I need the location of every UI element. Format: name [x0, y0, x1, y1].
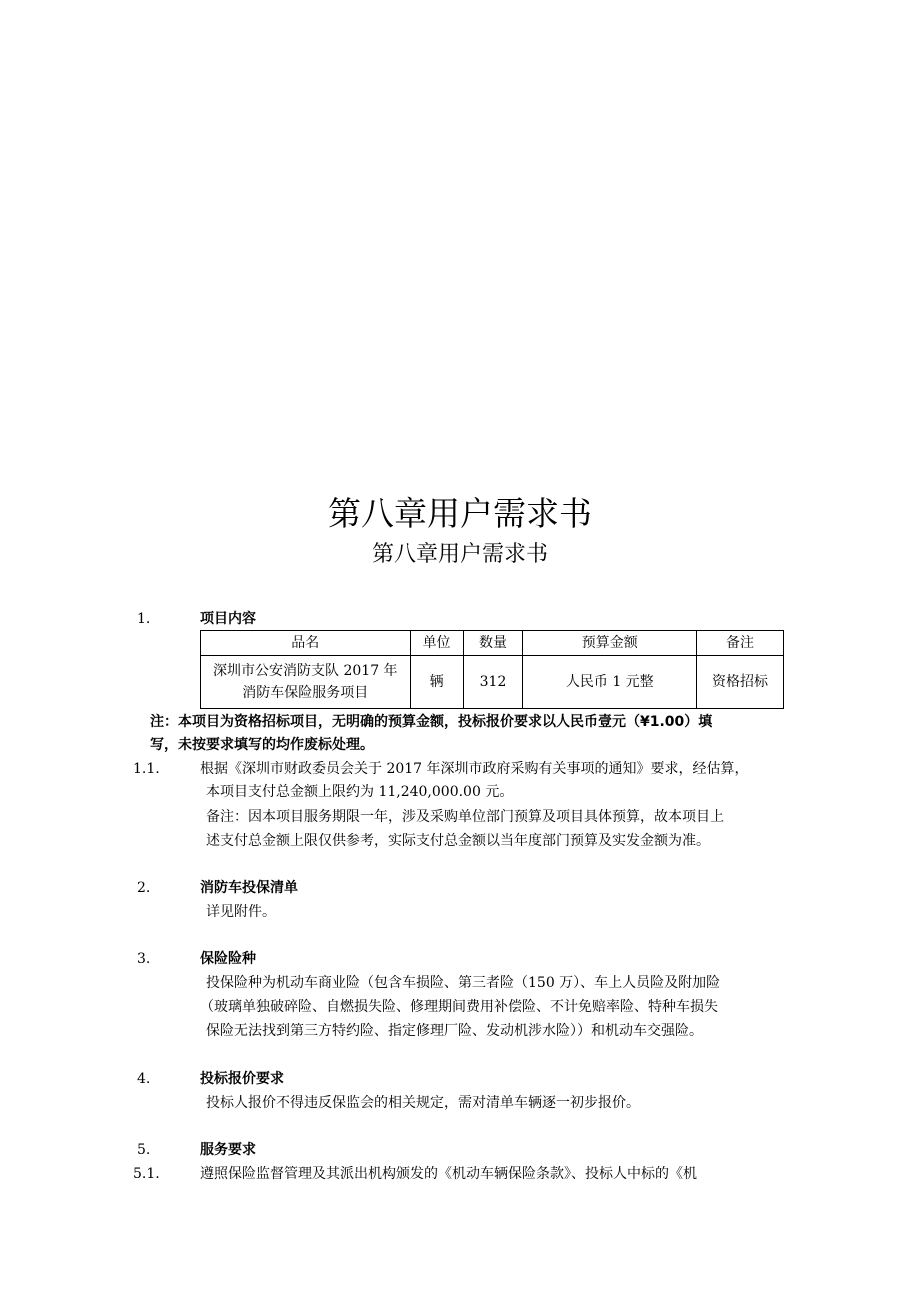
- section-5-1-number: 5.1.: [133, 1166, 160, 1182]
- section-5-heading: 服务要求: [200, 1142, 256, 1158]
- section-3-line3: 保险无法找到第三方特约险、指定修理厂险、发动机涉水险））和机动车交强险。: [206, 1023, 703, 1039]
- table-header-cell: 备注: [697, 631, 784, 656]
- table-cell-remark: 资格招标: [697, 656, 784, 709]
- section-1-1-number: 1.1.: [133, 761, 160, 777]
- page-title: 第八章用户需求书: [328, 494, 592, 533]
- section-4-line1: 投标人报价不得违反保监会的相关规定，需对清单车辆逐一初步报价。: [206, 1095, 640, 1111]
- section-5-1-line1: 遵照保险监督管理及其派出机构颁发的《机动车辆保险条款》、投标人中标的《机: [200, 1166, 697, 1182]
- table-header-cell: 品名: [201, 631, 411, 656]
- section-1-1-line1: 根据《深圳市财政委员会关于 2017 年深圳市政府采购有关事项的通知》要求，经估算，: [200, 761, 749, 777]
- item-name-line2: 消防车保险服务项目: [242, 685, 369, 701]
- section-1-heading: 项目内容: [200, 611, 256, 627]
- item-name-line1: 深圳市公安消防支队 2017 年: [213, 663, 398, 679]
- table-cell-name: [201, 656, 411, 709]
- section-2-heading: 消防车投保清单: [200, 880, 298, 896]
- section-4-heading: 投标报价要求: [200, 1071, 284, 1087]
- section-3-line1: 投保险种为机动车商业险（包含车损险、第三者险（150 万）、车上人员险及附加险: [206, 975, 721, 991]
- section-5-number: 5.: [137, 1142, 151, 1158]
- table-header-cell: 单位: [410, 631, 463, 656]
- section-4-number: 4.: [137, 1071, 151, 1087]
- table-cell-budget: 人民币 1 元整: [523, 656, 697, 709]
- table-header-cell: 数量: [463, 631, 523, 656]
- section-2-line1: 详见附件。: [206, 904, 276, 920]
- table-note-line2: 写，未按要求填写的均作废标处理。: [150, 737, 374, 753]
- table-cell-unit: 辆: [410, 656, 463, 709]
- section-1-1-line2: 本项目支付总金额上限约为 11,240,000.00 元。: [206, 784, 514, 800]
- table-note-line1: 注：本项目为资格招标项目，无明确的预算金额，投标报价要求以人民币壹元（¥1.00）填: [150, 714, 713, 730]
- section-1-1-line3: 备注：因本项目服务期限一年，涉及采购单位部门预算及项目具体预算，故本项目上: [206, 809, 724, 825]
- section-1-1-line4: 述支付总金额上限仅供参考，实际支付总金额以当年度部门预算及实发金额为准。: [206, 833, 710, 849]
- section-3-number: 3.: [137, 951, 151, 967]
- section-3-line2: （玻璃单独破碎险、自燃损失险、修理期间费用补偿险、不计免赔率险、特种车损失: [200, 999, 718, 1015]
- section-3-heading: 保险险种: [200, 951, 256, 967]
- table-cell-quantity: 312: [463, 656, 523, 709]
- table-header-row: [201, 631, 784, 656]
- section-1-number: 1.: [137, 611, 151, 627]
- table-header-cell: 预算金额: [523, 631, 697, 656]
- section-2-number: 2.: [137, 880, 151, 896]
- requirements-table: [200, 630, 784, 709]
- page-subtitle: 第八章用户需求书: [371, 542, 548, 567]
- table-row: [201, 656, 784, 709]
